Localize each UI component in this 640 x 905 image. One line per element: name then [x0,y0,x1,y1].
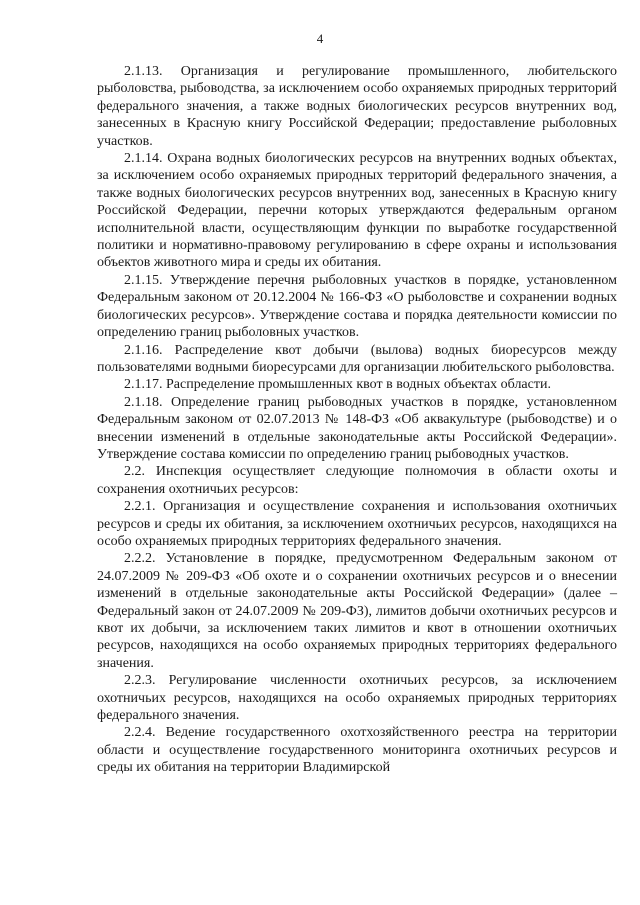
document-body [97,63,617,777]
paragraph-2-1-13: 2.1.13. Организация и регулирование промышленного, любительского рыболовства, рыбоводства, за исключением особо охраняемых природных территорий федерального значения, а также водных биологических ресурсов внутренних вод, занесенных в Красную книгу Российской Федерации; предоставление рыболовных участков. [97,64,617,149]
paragraph-2-2: 2.2. Инспекция осуществляет следующие полномочия в области охоты и сохранения охотничьих ресурсов: [97,464,617,497]
paragraph-2-1-16: 2.1.16. Распределение квот добычи (вылова) водных биоресурсов между пользователями водными биоресурсами для организации любительского рыболовства. [97,342,617,375]
paragraph-2-2-4: 2.2.4. Ведение государственного охотхозяйственного реестра на территории области и осуществление государственного мониторинга охотничьих ресурсов и среды их обитания на территории Владимирской [97,725,617,776]
paragraph-2-2-3: 2.2.3. Регулирование численности охотничьих ресурсов, за исключением охотничьих ресурсов, находящихся на особо охраняемых природных территориях федерального значения. [97,673,617,724]
paragraph-2-2-1: 2.2.1. Организация и осуществление сохранения и использования охотничьих ресурсов и среды их обитания, за исключением охотничьих ресурсов, находящихся на особо охраняемых природных территориях федерального значения. [97,499,617,549]
paragraph-2-1-14: 2.1.14. Охрана водных биологических ресурсов на внутренних водных объектах, за исключением особо охраняемых природных территорий федерального значения, а также водных биологических ресурсов внутренних вод, занесенных в Красную книгу Российской Федерации, перечни которых утверждаются федеральным органом исполнительной власти, осуществляющим функции по выработке государственной политики и нормативно-правовому регулированию в сфере охраны и использования объектов животного мира и среды их обитания. [97,151,617,271]
paragraph-2-1-17: 2.1.17. Распределение промышленных квот в водных объектах области. [124,377,551,393]
paragraph-2-1-15: 2.1.15. Утверждение перечня рыболовных участков в порядке, установленном Федеральным законом от 20.12.2004 № 166-ФЗ «О рыболовстве и сохранении водных биологических ресурсов». Утверждение состава и порядка деятельности комиссии по определению границ рыболовных участков. [97,272,617,341]
page-number: 4 [316,31,324,46]
paragraph-2-1-18: 2.1.18. Определение границ рыбоводных участков в порядке, установленном Федеральным законом от 02.07.2013 № 148-ФЗ «Об аквакультуре (рыбоводстве) и о внесении изменений в отдельные законодательные акты Российской Федерации». Утверждение состава комиссии по определению границ рыбоводных участков. [97,394,617,462]
paragraph-2-2-2: 2.2.2. Установление в порядке, предусмотренном Федеральным законом от 24.07.2009 № 209-ФЗ «Об охоте и о сохранении охотничьих ресурсов и о внесении изменений в отдельные законодательные акты Российской Федерации» (далее – Федеральный закон от 24.07.2009 № 209-ФЗ), лимитов добычи охотничьих ресурсов и квот их добычи, за исключением таких лимитов и квот в отношении охотничьих ресурсов, находящихся на особо охраняемых природных территориях федерального значения. [97,551,617,671]
